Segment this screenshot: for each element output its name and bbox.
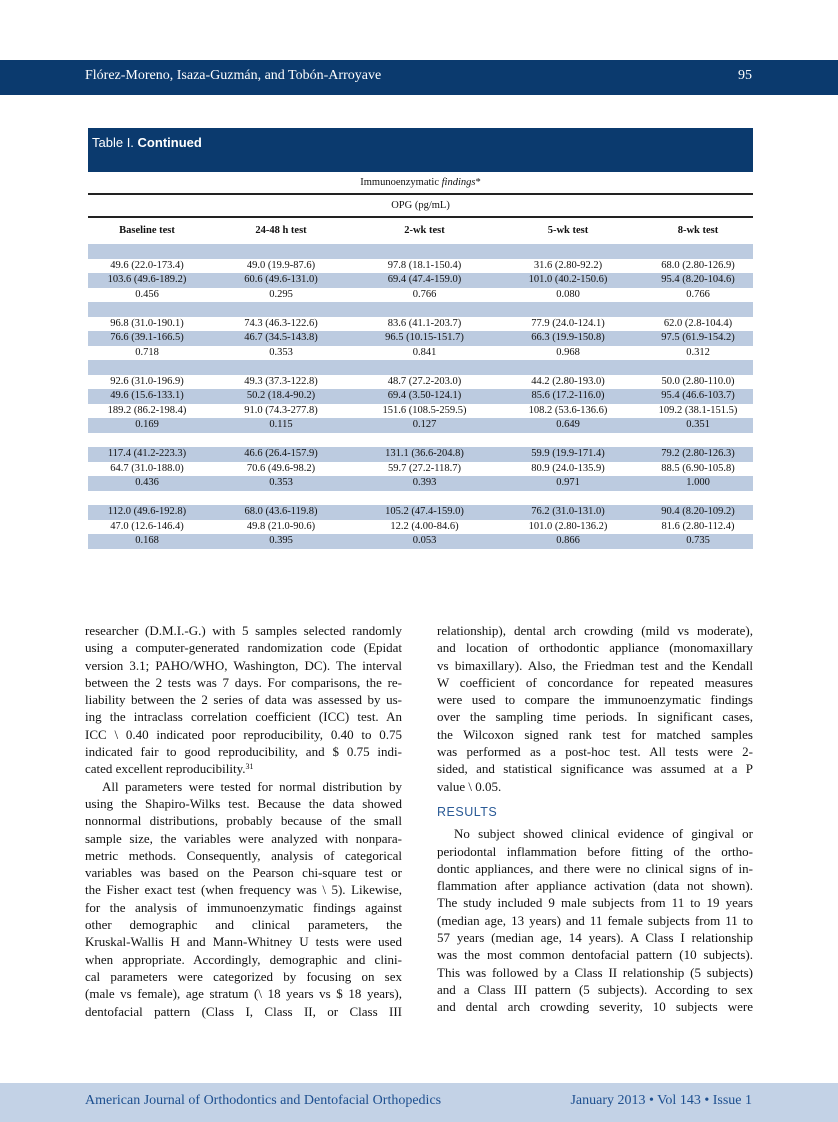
text-line-content: and location of orthodontic appliance (monomaxillary bbox=[437, 640, 753, 656]
text-line-content: was the most common dentofacial pattern (10 subjects). bbox=[437, 947, 753, 963]
table-cell: 0.127 bbox=[412, 419, 437, 430]
table-row bbox=[88, 331, 753, 346]
table-cell: 1.000 bbox=[686, 477, 710, 488]
table-row bbox=[88, 476, 753, 491]
span-header-text: Immunoenzymatic bbox=[360, 177, 442, 188]
table-cell: 59.7 (27.2-118.7) bbox=[387, 462, 462, 474]
table-cell: 101.0 (2.80-136.2) bbox=[528, 520, 608, 532]
table-cell: 64.7 (31.0-188.0) bbox=[110, 462, 184, 474]
text-line-content: and a Class III pattern (5 subjects). According to sex bbox=[437, 981, 753, 997]
text-line bbox=[437, 877, 753, 894]
table-row bbox=[88, 273, 753, 288]
table-cell: 96.5 (10.15-151.7) bbox=[385, 332, 464, 343]
text-line bbox=[85, 899, 402, 916]
text-line bbox=[437, 708, 753, 725]
table-cell: 0.866 bbox=[556, 535, 580, 546]
text-line-content: using the Shapiro-Wilks test. Because the data showed bbox=[85, 795, 402, 811]
text-line bbox=[437, 843, 753, 860]
table-cell: 95.4 (8.20-104.6) bbox=[661, 274, 735, 285]
table-row bbox=[88, 259, 753, 274]
table-cell: 0.971 bbox=[556, 477, 580, 488]
text-line bbox=[85, 639, 402, 656]
table-cell bbox=[493, 491, 643, 506]
table-cell: 0.718 bbox=[135, 346, 159, 358]
body-column-left bbox=[85, 622, 402, 1020]
table-cell: 80.9 (24.0-135.9) bbox=[531, 462, 605, 474]
text-line-content: dontic appliances, and there were no clinical signs of in- bbox=[437, 860, 753, 876]
table-cell bbox=[356, 360, 493, 375]
journal-name: American Journal of Orthodontics and Dentofacial Orthopedics bbox=[85, 1093, 442, 1108]
text-line bbox=[437, 825, 753, 842]
text-line-content: the Wilcoxon signed rank test for matched samples bbox=[437, 726, 753, 742]
table-cell: 50.0 (2.80-110.0) bbox=[661, 375, 735, 387]
table-row bbox=[88, 360, 753, 375]
table-cell: 97.5 (61.9-154.2) bbox=[661, 332, 735, 343]
table-cell: 95.4 (46.6-103.7) bbox=[661, 390, 735, 401]
text-line-content: ing the intraclass correlation coefficient (ICC) test. An bbox=[85, 709, 402, 725]
table-cell: 49.0 (19.9-87.6) bbox=[246, 259, 316, 271]
table-cell: 90.4 (8.20-109.2) bbox=[661, 506, 735, 517]
table-span-header bbox=[88, 172, 753, 195]
text-line bbox=[437, 946, 753, 963]
table-cell bbox=[356, 491, 493, 506]
text-line-content: the Fisher exact test (when frequency was \ 5). Likewise, bbox=[85, 882, 402, 898]
column-header: 24-48 h test bbox=[255, 225, 307, 236]
table-row bbox=[88, 302, 753, 317]
table-cell: 46.6 (26.4-157.9) bbox=[244, 448, 318, 459]
table-sub-header: OPG (pg/mL) bbox=[88, 195, 753, 218]
table-row bbox=[88, 491, 753, 506]
table-cell: 0.968 bbox=[556, 346, 580, 358]
table-cell: 112.0 (49.6-192.8) bbox=[107, 506, 187, 517]
table-cell bbox=[493, 433, 643, 448]
table-cell: 69.4 (3.50-124.1) bbox=[387, 390, 462, 401]
text-line-content: The study included 9 male subjects from 11 to 19 years bbox=[437, 895, 753, 911]
text-line bbox=[85, 933, 402, 950]
text-line bbox=[85, 726, 402, 743]
table-cell bbox=[493, 360, 643, 375]
text-line bbox=[437, 760, 753, 777]
text-line bbox=[85, 847, 402, 864]
table-cell: 48.7 (27.2-203.0) bbox=[387, 375, 462, 387]
text-line-content: other demographic and clinical parameters, the bbox=[85, 917, 402, 933]
text-line-content: nonnormal distributions, probably because of the small bbox=[85, 813, 402, 829]
column-header: 5-wk test bbox=[547, 225, 589, 236]
text-line bbox=[85, 1003, 402, 1020]
table-cell bbox=[206, 433, 356, 448]
text-line-content: using a computer-generated randomization code (Epidat bbox=[85, 640, 402, 656]
table-title-bar bbox=[88, 128, 753, 172]
text-line bbox=[437, 964, 753, 981]
text-line bbox=[437, 860, 753, 877]
table-caption bbox=[92, 135, 202, 150]
text-line-content: vs bimaxillary). Also, the Friedman test and the Kendall bbox=[437, 657, 753, 673]
table-row bbox=[88, 534, 753, 549]
table-row bbox=[88, 346, 753, 361]
text-line-content: (median age, 13 years) and 11 female subjects from 11 to bbox=[437, 912, 753, 928]
table-cell: 70.6 (49.6-98.2) bbox=[246, 462, 316, 474]
table-cell bbox=[643, 302, 753, 317]
table-cell: 0.766 bbox=[686, 288, 710, 300]
table-cell: 189.2 (86.2-198.4) bbox=[107, 404, 187, 416]
citation-reference: 31 bbox=[245, 762, 254, 772]
text-line-content: sample size, the variables were analyzed with nonpara- bbox=[85, 830, 402, 846]
table-cell: 0.393 bbox=[412, 477, 437, 488]
table-cell bbox=[88, 433, 206, 448]
table-cell bbox=[643, 360, 753, 375]
table-cell: 0.351 bbox=[686, 419, 710, 430]
table-cell: 151.6 (108.5-259.5) bbox=[382, 404, 467, 416]
column-header: 2-wk test bbox=[404, 225, 445, 236]
table-cell: 0.395 bbox=[269, 535, 293, 546]
table-cell: 0.436 bbox=[135, 477, 159, 488]
text-line bbox=[85, 864, 402, 881]
text-line bbox=[85, 622, 402, 639]
table-cell: 68.0 (2.80-126.9) bbox=[661, 259, 735, 271]
table-cell: 103.6 (49.6-189.2) bbox=[107, 274, 187, 285]
table-cell: 49.3 (37.3-122.8) bbox=[244, 375, 318, 387]
text-line-content: dentofacial pattern (Class I, Class II, or Class III bbox=[85, 1003, 402, 1019]
table-cell bbox=[88, 244, 206, 259]
table-row bbox=[88, 433, 753, 448]
table-cell: 0.080 bbox=[556, 288, 580, 300]
text-line-content: Kruskal-Wallis H and Mann-Whitney U tests were used bbox=[85, 934, 402, 950]
running-header bbox=[0, 60, 838, 95]
table-label: Table I. bbox=[92, 135, 134, 150]
table-row bbox=[88, 375, 753, 390]
table-row bbox=[88, 520, 753, 535]
text-line bbox=[437, 912, 753, 929]
text-line bbox=[85, 985, 402, 1002]
table-cell: 12.2 (4.00-84.6) bbox=[390, 520, 459, 532]
table-cell: 62.0 (2.8-104.4) bbox=[663, 317, 733, 329]
text-line-content: indicated fair to good reproducibility, and $ 0.75 indi- bbox=[85, 744, 402, 760]
table-row bbox=[88, 288, 753, 303]
text-line-content: All parameters were tested for normal distribution by bbox=[102, 778, 402, 794]
table-cell: 108.2 (53.6-136.6) bbox=[528, 404, 608, 416]
table-cell: 0.766 bbox=[412, 288, 437, 300]
text-line bbox=[85, 657, 402, 674]
running-footer bbox=[0, 1083, 838, 1122]
table-cell bbox=[88, 302, 206, 317]
text-line bbox=[85, 674, 402, 691]
table-cell: 46.7 (34.5-143.8) bbox=[244, 332, 318, 343]
text-line bbox=[85, 691, 402, 708]
table-cell: 0.295 bbox=[269, 288, 293, 300]
table-cell: 101.0 (40.2-150.6) bbox=[528, 274, 608, 285]
table-cell: 0.735 bbox=[686, 535, 710, 546]
table-cell: 109.2 (38.1-151.5) bbox=[658, 404, 738, 416]
text-line bbox=[437, 726, 753, 743]
text-line bbox=[437, 674, 753, 691]
section-heading-results: RESULTS bbox=[437, 804, 498, 819]
table-row bbox=[88, 317, 753, 332]
page-number: 95 bbox=[738, 68, 752, 83]
table-cell: 77.9 (24.0-124.1) bbox=[531, 317, 605, 329]
table-cell: 83.6 (41.1-203.7) bbox=[387, 317, 462, 329]
table-cell: 85.6 (17.2-116.0) bbox=[531, 390, 605, 401]
table-row bbox=[88, 462, 753, 477]
data-table bbox=[88, 172, 753, 549]
table-cell: 74.3 (46.3-122.6) bbox=[244, 317, 318, 329]
table-cell: 66.3 (19.9-150.8) bbox=[531, 332, 605, 343]
table-cell bbox=[206, 360, 356, 375]
table-cell: 0.353 bbox=[269, 346, 293, 358]
table-cell bbox=[88, 491, 206, 506]
text-line-content: cal parameters were categorized by focusing on sex bbox=[85, 968, 402, 984]
table-cell: 91.0 (74.3-277.8) bbox=[244, 404, 318, 416]
text-line-content: flammation after appliance activation (data not shown). bbox=[437, 878, 753, 894]
table-cell: 88.5 (6.90-105.8) bbox=[661, 462, 735, 474]
table-cell: 31.6 (2.80-92.2) bbox=[533, 259, 603, 271]
text-line-content: (male vs female), age stratum (\ 18 years vs $ 18 years), bbox=[85, 986, 402, 1002]
table-cell: 76.2 (31.0-131.0) bbox=[531, 506, 605, 517]
text-line-content: for the analysis of immunoenzymatic findings against bbox=[85, 899, 402, 915]
table-cell bbox=[493, 302, 643, 317]
table-cell bbox=[643, 244, 753, 259]
table-cell: 0.168 bbox=[135, 535, 159, 546]
issue-info: January 2013 • Vol 143 • Issue 1 bbox=[570, 1093, 752, 1108]
table-cell: 60.6 (49.6-131.0) bbox=[244, 274, 318, 285]
table-cell: 0.169 bbox=[135, 419, 159, 430]
table-cell: 68.0 (43.6-119.8) bbox=[244, 506, 318, 517]
text-line-content: and dental arch crowding severity, 10 subjects were bbox=[437, 999, 753, 1015]
text-line bbox=[85, 916, 402, 933]
table-cell bbox=[356, 302, 493, 317]
text-line bbox=[437, 622, 753, 639]
text-line bbox=[85, 795, 402, 812]
text-line bbox=[85, 743, 402, 760]
text-line bbox=[437, 929, 753, 946]
table-cell: 76.6 (39.1-166.5) bbox=[110, 332, 184, 343]
header-authors: Flórez-Moreno, Isaza-Guzmán, and Tobón-Arroyave bbox=[85, 68, 382, 83]
table-cell bbox=[643, 491, 753, 506]
table-cell bbox=[88, 360, 206, 375]
table-cell: 97.8 (18.1-150.4) bbox=[387, 259, 462, 271]
text-line bbox=[437, 778, 753, 795]
table-cell: 96.8 (31.0-190.1) bbox=[110, 317, 184, 329]
table-row bbox=[88, 505, 753, 520]
table-cell: 0.456 bbox=[135, 288, 159, 300]
table-cell: 92.6 (31.0-196.9) bbox=[110, 375, 184, 387]
text-line bbox=[437, 894, 753, 911]
table-cell: 49.8 (21.0-90.6) bbox=[246, 520, 316, 532]
text-line bbox=[85, 778, 402, 795]
text-line-content: variables was based on the Pearson chi-square test or bbox=[85, 865, 402, 881]
table-row bbox=[88, 389, 753, 404]
table-cell: 50.2 (18.4-90.2) bbox=[246, 390, 316, 401]
table-cell: 69.4 (47.4-159.0) bbox=[387, 274, 462, 285]
table-cell: 0.353 bbox=[269, 477, 293, 488]
text-line-content: metric methods. Consequently, analysis of categorical bbox=[85, 847, 402, 863]
table-row bbox=[88, 418, 753, 433]
table-cell: 105.2 (47.4-159.0) bbox=[385, 506, 464, 517]
table-cell bbox=[356, 244, 493, 259]
table-cell: 49.6 (15.6-133.1) bbox=[110, 390, 184, 401]
table-row bbox=[88, 447, 753, 462]
text-line bbox=[85, 968, 402, 985]
text-line-content: cated excellent reproducibility. bbox=[85, 761, 246, 777]
table-body bbox=[88, 244, 753, 549]
text-line-content: version 3.1; PAHO/WHO, Washington, DC). The interval bbox=[85, 657, 402, 673]
table-cell: 0.115 bbox=[269, 419, 293, 430]
text-line bbox=[85, 812, 402, 829]
text-line-content: No subject showed clinical evidence of gingival or bbox=[454, 826, 753, 842]
text-line bbox=[85, 881, 402, 898]
text-line-content: researcher (D.M.I.-G.) with 5 samples selected randomly bbox=[85, 623, 402, 638]
text-line bbox=[437, 998, 753, 1015]
text-line bbox=[437, 691, 753, 708]
table-cell: 0.649 bbox=[556, 419, 580, 430]
text-line bbox=[85, 830, 402, 847]
table-cell bbox=[206, 491, 356, 506]
text-line bbox=[437, 639, 753, 656]
table-cell: 0.053 bbox=[412, 535, 437, 546]
table-row bbox=[88, 244, 753, 259]
table-cell: 117.4 (41.2-223.3) bbox=[107, 448, 187, 459]
column-headers bbox=[88, 218, 753, 244]
span-header-italic: findings bbox=[441, 177, 476, 188]
text-line-content: over the sampling time periods. In significant cases, bbox=[437, 709, 753, 725]
text-line-content: 57 years (median age, 14 years). A Class I relationship bbox=[437, 930, 753, 946]
table-row bbox=[88, 404, 753, 419]
text-line-content: were used to compare the immunoenzymatic findings bbox=[437, 692, 753, 708]
text-line-content: This was followed by a Class II relationship (5 subjects) bbox=[437, 964, 753, 980]
text-line-content: W coefficient of concordance for repeated measures bbox=[437, 674, 753, 690]
table-cell bbox=[643, 433, 753, 448]
table-cell: 0.312 bbox=[686, 346, 710, 358]
table-cell: 0.841 bbox=[412, 346, 437, 358]
text-line-content: liability between the 2 series of data was assessed by us- bbox=[85, 692, 402, 708]
span-header-footnote-mark: * bbox=[475, 177, 481, 188]
text-line bbox=[437, 657, 753, 674]
table-cell: 79.2 (2.80-126.3) bbox=[661, 448, 735, 459]
column-header: 8-wk test bbox=[677, 225, 719, 236]
table-title: Continued bbox=[137, 135, 202, 150]
table-cell bbox=[356, 433, 493, 448]
text-line-content: value \ 0.05. bbox=[437, 778, 502, 794]
text-line bbox=[437, 743, 753, 760]
table-cell: 47.0 (12.6-146.4) bbox=[110, 520, 184, 532]
text-line bbox=[85, 760, 402, 777]
text-line-content: relationship), dental arch crowding (mild vs moderate), bbox=[437, 623, 753, 638]
text-line-content: between the 2 tests was 7 days. For comparisons, the re- bbox=[85, 674, 402, 690]
table-cell: 59.9 (19.9-171.4) bbox=[531, 448, 605, 459]
table-cell bbox=[206, 244, 356, 259]
text-line-content: sided, and statistical significance was assumed at a P bbox=[437, 761, 753, 777]
table-cell: 49.6 (22.0-173.4) bbox=[110, 259, 184, 271]
text-line-content: ICC \ 0.40 indicated poor reproducibility, 0.40 to 0.75 bbox=[85, 726, 402, 742]
text-line bbox=[85, 951, 402, 968]
text-line-content: periodontal inflammation before fitting of the ortho- bbox=[437, 843, 753, 859]
text-line bbox=[437, 981, 753, 998]
table-cell: 44.2 (2.80-193.0) bbox=[531, 375, 605, 387]
column-header: Baseline test bbox=[119, 225, 175, 236]
table-cell: 81.6 (2.80-112.4) bbox=[661, 520, 735, 532]
table-cell bbox=[493, 244, 643, 259]
text-line-content: was performed as a post-hoc test. All tests were 2- bbox=[437, 744, 753, 760]
text-line-content: when appropriate. Accordingly, demographic and clini- bbox=[85, 951, 402, 967]
text-line bbox=[85, 708, 402, 725]
table-cell bbox=[206, 302, 356, 317]
body-column-right bbox=[437, 622, 753, 1016]
table-cell: 131.1 (36.6-204.8) bbox=[385, 448, 464, 459]
